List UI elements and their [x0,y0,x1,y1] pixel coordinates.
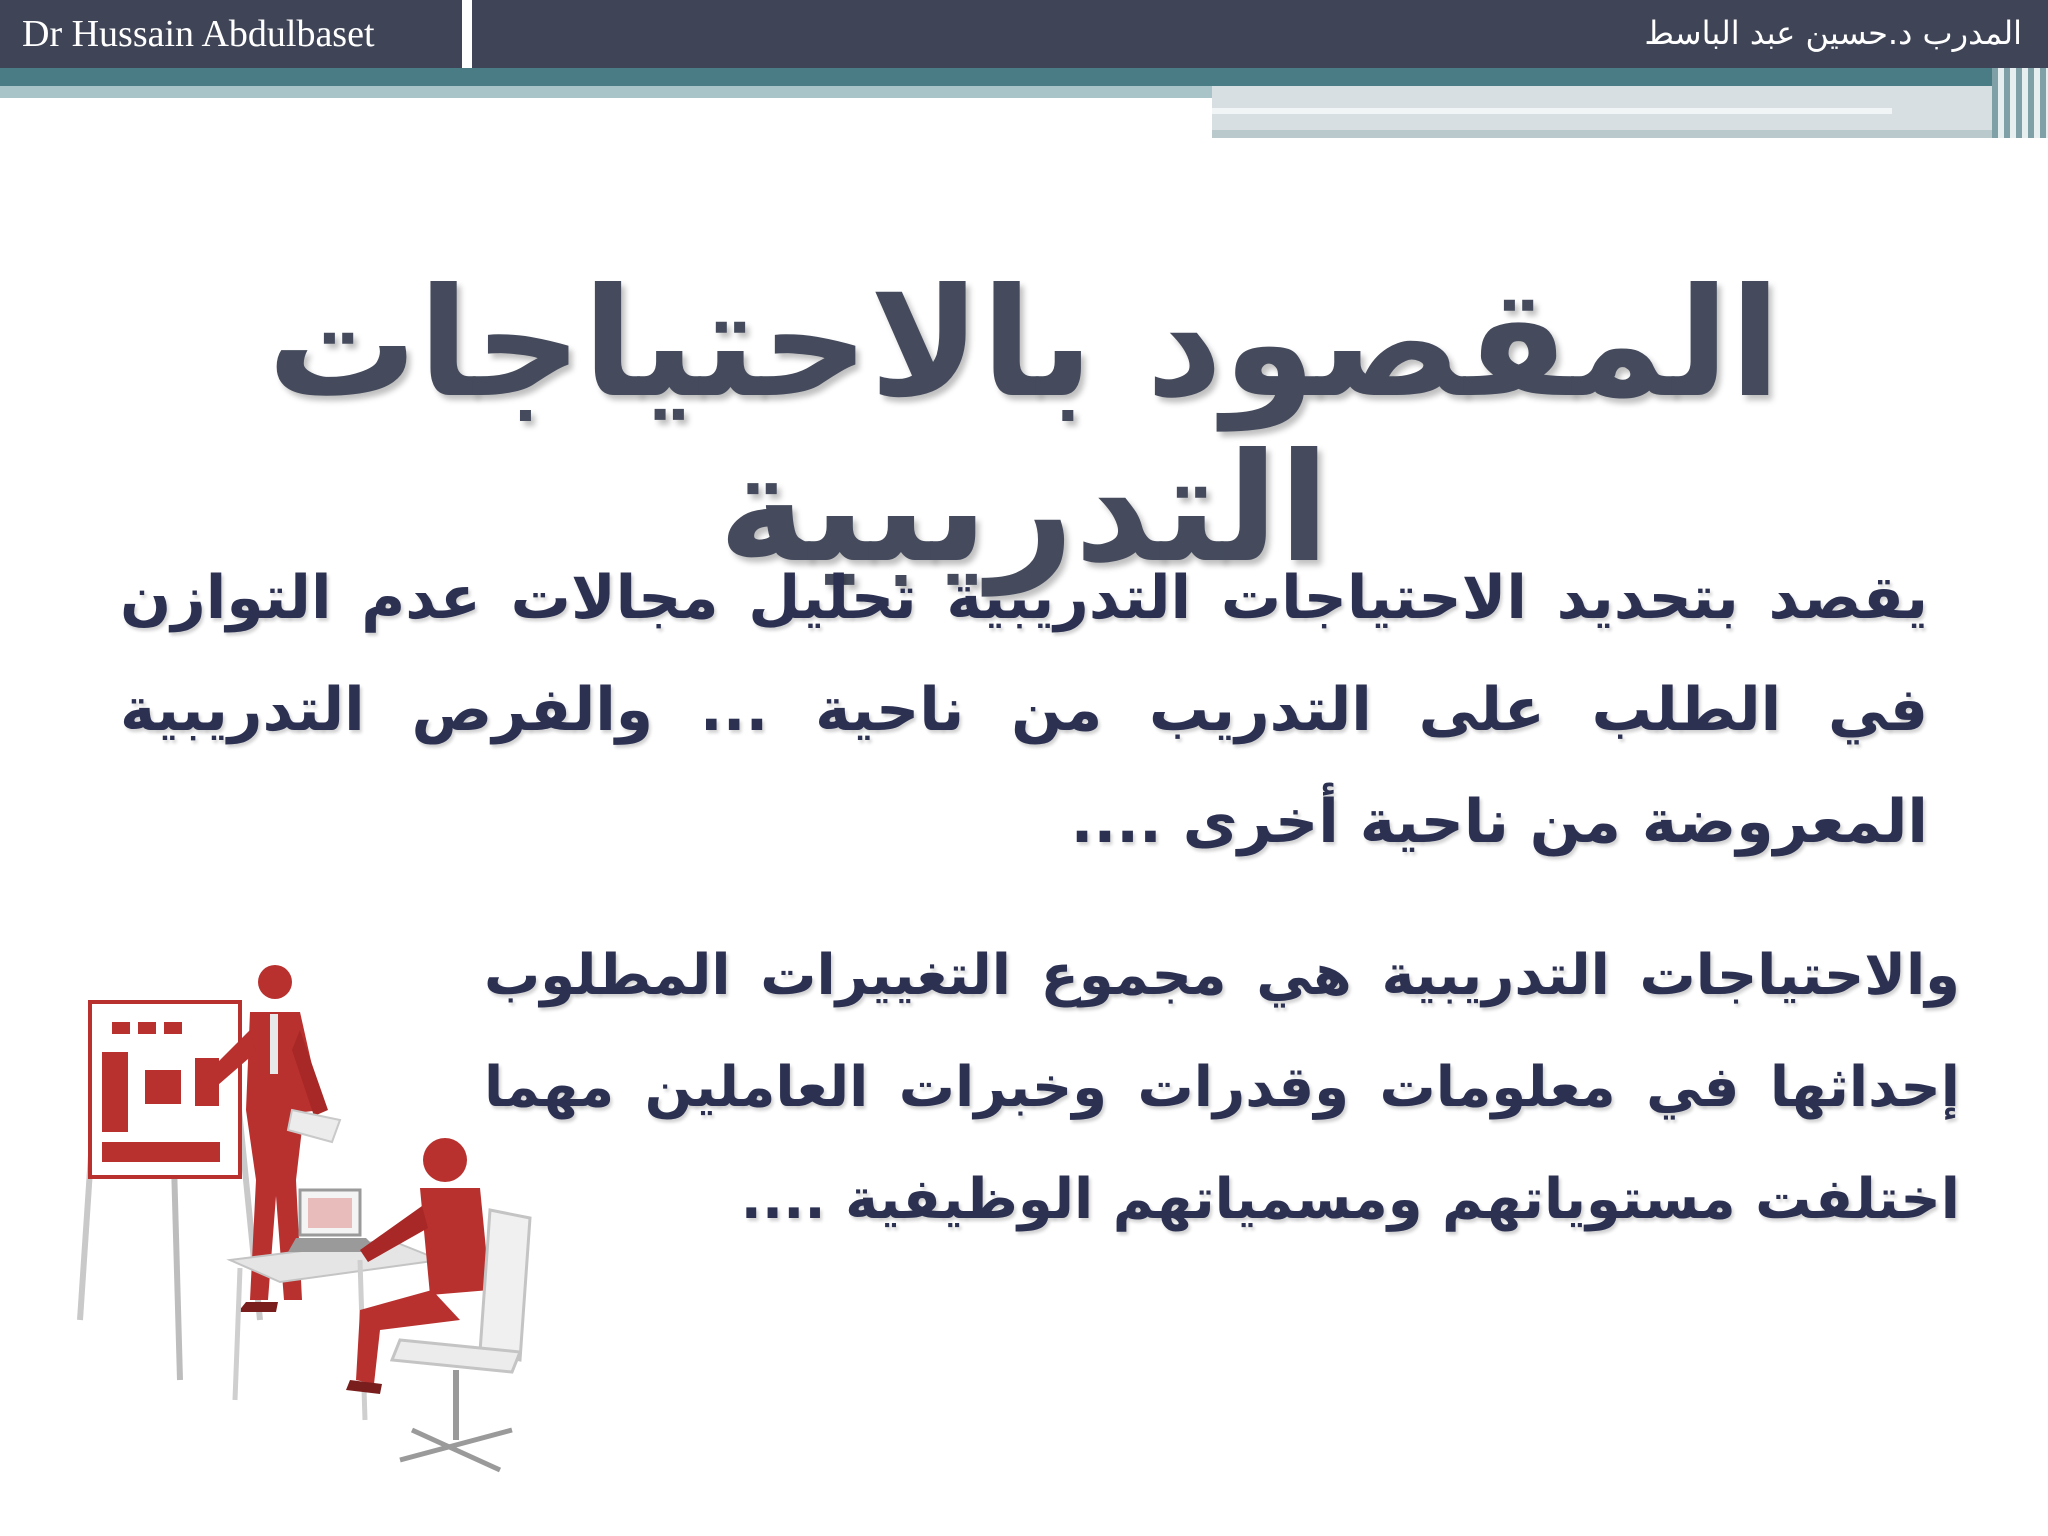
accent-band [0,68,2048,86]
accent-band-light [0,86,1212,98]
header-bar [0,0,2048,68]
presenter-meeting-illustration [60,960,560,1500]
header-divider [462,0,472,68]
accent-stripes [1992,68,2048,138]
accent-box-bottom [1212,130,2048,138]
author-name-arabic: المدرب د.حسين عبد الباسط [1644,14,2022,52]
definition-paragraph: يقصد بتحديد الاحتياجات التدريبية تحليل مجالات عدم التوازن في الطلب على التدريب من ناحية ... والفرص التدريبية المعروضة من ناحية أخرى .... [120,563,1928,857]
needs-paragraph: والاحتياجات التدريبية هي مجموع التغييرات المطلوب إحداثها في معلومات وقدرات وخبرات العاملين مهما اختلفت مستوياتهم ومسمياتهم الوظيفية .... [484,943,1960,1232]
author-name-english: Dr Hussain Abdulbaset [22,13,375,55]
slide-title: المقصود بالاحتياجات التدريبية [267,257,1781,596]
accent-box-line [1212,108,1892,114]
